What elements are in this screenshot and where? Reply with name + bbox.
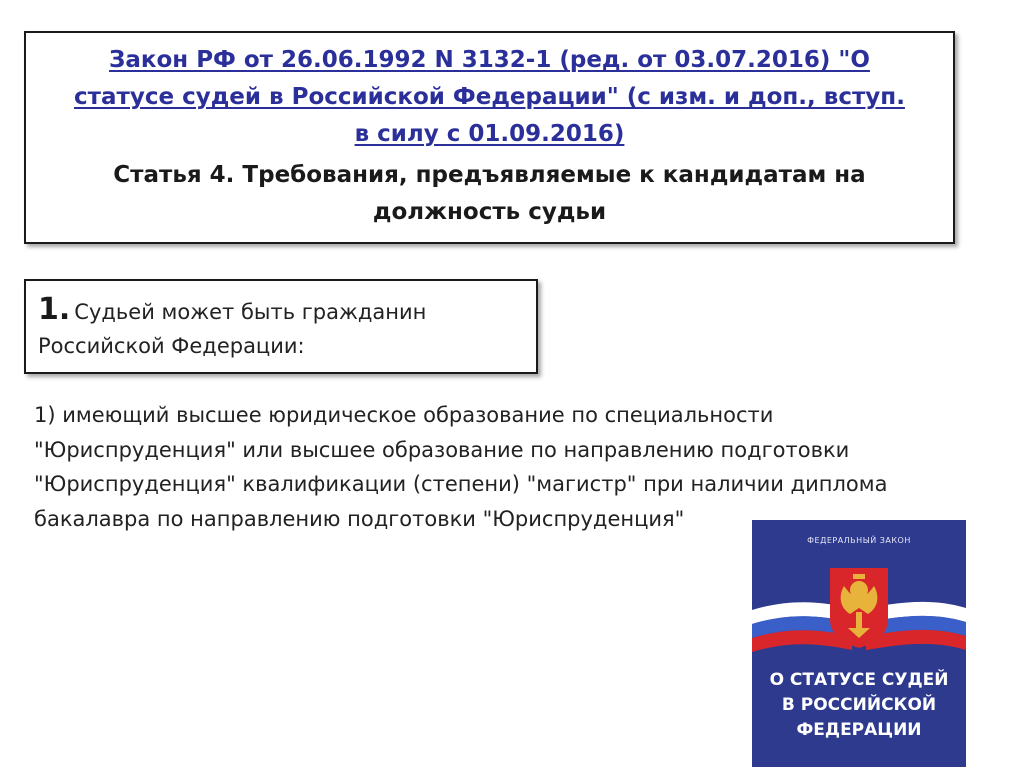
point-box: [24, 279, 538, 374]
article-line-2: должность судьи: [372, 199, 607, 225]
point-number: 1.: [38, 292, 71, 327]
requirement-text: [34, 398, 994, 536]
requirement-line-1: 1) имеющий высшее юридическое образование по специальности: [34, 403, 774, 427]
book-title-line-3: ФЕДЕРАЦИИ: [796, 720, 922, 740]
law-line-2: статусе судей в Российской Федерации" (с изм. и доп., вступ.: [74, 84, 905, 110]
point-text-line-2: Российской Федерации:: [38, 334, 305, 358]
requirement-line-4: бакалавра по направлению подготовки "Юриспруденция": [34, 506, 685, 531]
requirement-line-2: "Юриспруденция" или высшее образование по направлению подготовки: [34, 437, 850, 462]
point-text-line-1: Судьей может быть гражданин: [74, 300, 427, 324]
title-box: [24, 31, 955, 244]
book-top-label: ФЕДЕРАЛЬНЫЙ ЗАКОН: [807, 536, 911, 545]
article-title: [56, 157, 923, 231]
book-title-line-1: О СТАТУСЕ СУДЕЙ: [769, 670, 949, 690]
book-title-line-2: В РОССИЙСКОЙ: [781, 695, 937, 715]
law-line-3: в силу с 01.09.2016): [354, 121, 625, 147]
book-title: [752, 668, 966, 743]
law-book-cover-image: [752, 520, 966, 767]
law-line-1: Закон РФ от 26.06.1992 N 3132-1 (ред. от 03.07.2016) "О: [109, 47, 870, 73]
law-reference-link[interactable]: [56, 42, 923, 153]
requirement-line-3: "Юриспруденция" квалификации (степени) "магистр" при наличии диплома: [34, 472, 888, 496]
article-line-1: Статья 4. Требования, предъявляемые к кандидатам на: [113, 162, 866, 188]
